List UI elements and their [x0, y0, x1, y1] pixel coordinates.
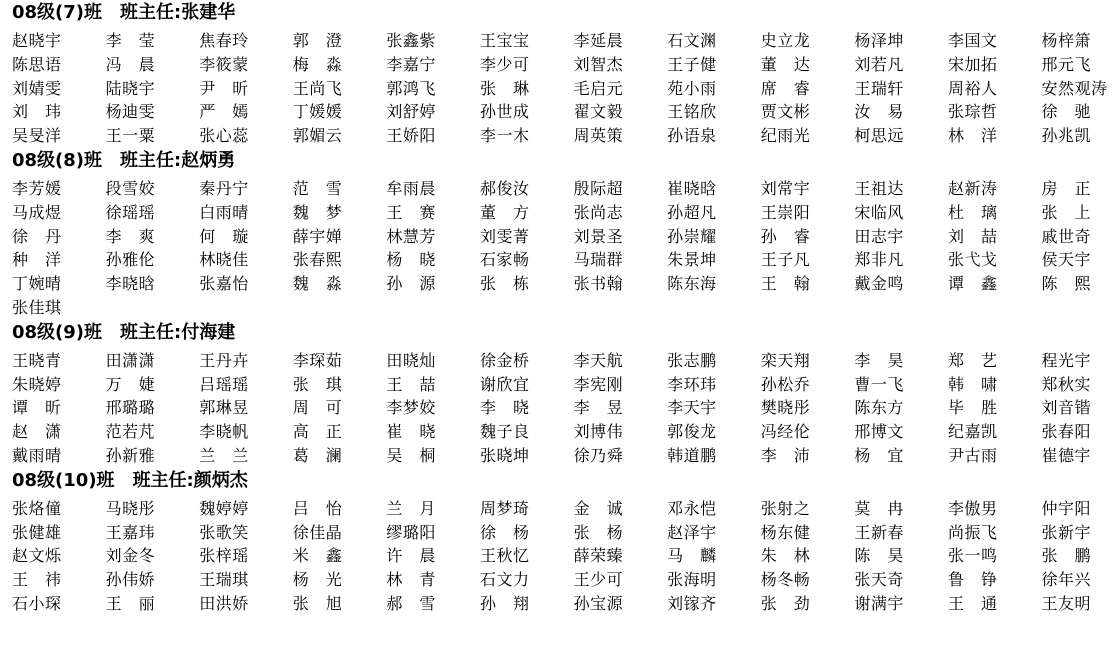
- student-name: 种 洋: [12, 250, 62, 270]
- student-roster: [0, 497, 1116, 616]
- student-name: 樊晓彤: [760, 398, 811, 418]
- student-name: 刘雯菁: [479, 226, 530, 246]
- student-name: 徐金桥: [479, 350, 530, 370]
- student-name: 殷际超: [573, 178, 624, 198]
- student-name: 张海明: [667, 570, 717, 590]
- student-name: 白雨晴: [199, 202, 249, 222]
- student-name: 栾天翔: [760, 350, 811, 370]
- student-name: 马 麟: [667, 546, 717, 566]
- student-name: 谭 鑫: [947, 274, 998, 294]
- student-name: 田志宇: [854, 226, 904, 246]
- student-name: 范若芃: [105, 422, 156, 442]
- student-name: 张新宇: [1041, 522, 1092, 542]
- student-name: 刘常宇: [760, 178, 811, 198]
- teacher-name: 张建华: [181, 2, 236, 23]
- student-name: 兰 兰: [199, 445, 249, 465]
- student-name: 刘婧雯: [12, 78, 62, 98]
- student-name: 朱 林: [760, 546, 811, 566]
- student-name: 丁媛媛: [292, 102, 343, 122]
- student-name: 李芳媛: [12, 178, 62, 198]
- student-name: 王 翰: [760, 274, 811, 294]
- student-name: 李国文: [947, 31, 998, 50]
- student-name: 邢元飞: [1041, 54, 1092, 74]
- student-name: 刘若凡: [854, 54, 904, 74]
- student-name: 吕瑶瑶: [199, 374, 249, 394]
- student-name: 万 婕: [105, 374, 156, 394]
- student-name: 朱景坤: [667, 250, 717, 270]
- student-name: 李 爽: [105, 226, 156, 246]
- student-name: 何 璇: [199, 226, 249, 246]
- student-name: 张尚志: [573, 202, 624, 222]
- student-name: 李 晓: [479, 398, 530, 418]
- student-name: 陈 昊: [854, 546, 904, 566]
- class-header: [0, 148, 1116, 174]
- student-name: 马晓彤: [105, 498, 156, 518]
- student-name: 杨迪雯: [105, 102, 156, 122]
- student-name: 李晓帆: [199, 422, 249, 442]
- student-name: 仲宇阳: [1041, 498, 1092, 518]
- student-name: 赵 潇: [12, 422, 62, 442]
- student-name: 李天宇: [667, 398, 717, 418]
- student-roster: [0, 349, 1116, 468]
- student-name: 金 诚: [573, 498, 624, 518]
- student-name: 李傲男: [947, 498, 998, 518]
- student-name: 孙宝源: [573, 593, 624, 613]
- student-name: 李 昱: [573, 398, 624, 418]
- student-name: 李 昊: [854, 350, 904, 370]
- student-name: 王尚飞: [292, 78, 343, 98]
- student-name: 李琛茹: [292, 350, 343, 370]
- student-name: 田潇潇: [105, 350, 156, 370]
- student-name: 王丹卉: [199, 350, 249, 370]
- teacher-name: 颜炳杰: [193, 469, 248, 491]
- student-name: 范 雪: [292, 178, 343, 198]
- student-name: 牟雨晨: [386, 178, 436, 198]
- student-name: 徐 驰: [1041, 102, 1092, 122]
- student-name: 王 祎: [12, 570, 62, 590]
- teacher-label: 班主任:: [120, 2, 182, 23]
- student-name: 高 正: [292, 422, 343, 442]
- student-name: 陈东方: [854, 398, 904, 418]
- student-name: 王友明: [1041, 593, 1092, 613]
- student-name: 王秋忆: [479, 546, 530, 566]
- student-roster: [0, 177, 1116, 320]
- student-name: 张春熙: [292, 250, 343, 270]
- student-name: 徐佳晶: [292, 522, 343, 542]
- student-name: 刘舒婷: [386, 102, 436, 122]
- student-name: 吴 桐: [386, 445, 436, 465]
- student-name: 席 睿: [760, 78, 811, 98]
- student-name: 葛 澜: [292, 445, 343, 465]
- student-name: 陆晓宇: [105, 78, 156, 98]
- student-name: 郭俊龙: [667, 422, 717, 442]
- student-name: 马瑞群: [573, 250, 624, 270]
- student-name: 周英策: [573, 126, 624, 146]
- student-name: 杜 璃: [947, 202, 998, 222]
- student-name: 邢博文: [854, 422, 904, 442]
- student-name: 张 旭: [292, 593, 343, 613]
- student-name: 孙兆凯: [1041, 126, 1092, 146]
- student-name: 缪璐阳: [386, 522, 436, 542]
- student-name: 张鑫紫: [386, 31, 436, 50]
- student-name: 张 杨: [573, 522, 624, 542]
- student-name: 杨 宜: [854, 445, 904, 465]
- class-name: 08级(7)班: [12, 2, 103, 23]
- student-name: 张天奇: [854, 570, 904, 590]
- class-header: [0, 0, 1116, 26]
- student-name: 鲁 铮: [947, 570, 998, 590]
- student-name: 田洪娇: [199, 593, 249, 613]
- student-name: 刘智杰: [573, 54, 624, 74]
- student-name: 郝 雪: [386, 593, 436, 613]
- student-name: 孙雅伦: [105, 250, 156, 270]
- class-name: 08级(9)班: [12, 321, 103, 343]
- student-name: 薛宇婵: [292, 226, 343, 246]
- student-name: 陈东海: [667, 274, 717, 294]
- student-name: 戴雨晴: [12, 445, 62, 465]
- student-name: 赵晓宇: [12, 31, 62, 50]
- student-name: 刘 玮: [12, 102, 62, 122]
- student-name: 林 青: [386, 570, 436, 590]
- student-name: 林晓佳: [199, 250, 249, 270]
- student-name: 王少可: [573, 570, 624, 590]
- teacher-label: 班主任:: [132, 469, 194, 491]
- student-name: 谢满宇: [854, 593, 904, 613]
- student-name: 林慧芳: [386, 226, 436, 246]
- student-name: 吴旻洋: [12, 126, 62, 146]
- student-name: 陈 熙: [1041, 274, 1092, 294]
- student-name: 张 琳: [479, 78, 530, 98]
- student-name: 孙松乔: [760, 374, 811, 394]
- student-name: 柯思远: [854, 126, 904, 146]
- student-name: 杨东健: [760, 522, 811, 542]
- student-name: 李 莹: [105, 31, 156, 50]
- class-block: [0, 320, 1116, 468]
- student-name: 李天航: [573, 350, 624, 370]
- student-name: 薛荣臻: [573, 546, 624, 566]
- student-name: 纪嘉凯: [947, 422, 998, 442]
- student-name: 宋加拓: [947, 54, 998, 74]
- student-name: 徐年兴: [1041, 570, 1092, 590]
- student-name: 王子凡: [760, 250, 811, 270]
- student-name: 崔 晓: [386, 422, 436, 442]
- student-name: 房 正: [1041, 178, 1092, 198]
- student-name: 李一木: [479, 126, 530, 146]
- student-name: 吕 怡: [292, 498, 343, 518]
- student-name: 石文渊: [667, 31, 717, 50]
- student-name: 马成煜: [12, 202, 62, 222]
- student-name: 孙伟娇: [105, 570, 156, 590]
- student-name: 李延晨: [573, 31, 624, 50]
- class-header: [0, 320, 1116, 346]
- student-name: 戴金鸣: [854, 274, 904, 294]
- student-name: 安然观涛: [1041, 78, 1108, 98]
- student-name: 张心蕊: [199, 126, 249, 146]
- student-name: 董 达: [760, 54, 811, 74]
- student-name: 张 上: [1041, 202, 1092, 222]
- student-name: 李筱蒙: [199, 54, 249, 74]
- student-roster: [0, 29, 1116, 148]
- student-name: 杨泽坤: [854, 31, 904, 50]
- student-name: 李嘉宁: [386, 54, 436, 74]
- student-name: 林 洋: [947, 126, 998, 146]
- student-name: 程光宇: [1041, 350, 1092, 370]
- class-block: [0, 148, 1116, 320]
- student-name: 秦丹宁: [199, 178, 249, 198]
- student-name: 王铭欣: [667, 102, 717, 122]
- student-name: 曹一飞: [854, 374, 904, 394]
- student-name: 郭琳昱: [199, 398, 249, 418]
- student-name: 刘博伟: [573, 422, 624, 442]
- student-name: 张梓瑶: [199, 546, 249, 566]
- teacher-label: 班主任:: [120, 149, 182, 171]
- student-name: 崔德宇: [1041, 445, 1092, 465]
- student-name: 李宪刚: [573, 374, 624, 394]
- student-name: 郑非凡: [854, 250, 904, 270]
- class-name: 08级(10)班: [12, 469, 115, 491]
- student-name: 朱晓婷: [12, 374, 62, 394]
- student-name: 魏 淼: [292, 274, 343, 294]
- student-name: 徐瑶瑶: [105, 202, 156, 222]
- student-name: 孙世成: [479, 102, 530, 122]
- student-name: 张 栋: [479, 274, 530, 294]
- student-name: 李梦姣: [386, 398, 436, 418]
- student-name: 张歌笑: [199, 522, 249, 542]
- student-name: 石小琛: [12, 593, 62, 613]
- student-name: 徐 丹: [12, 226, 62, 246]
- student-name: 张志鹏: [667, 350, 717, 370]
- student-name: 刘景圣: [573, 226, 624, 246]
- student-name: 孙 翔: [479, 593, 530, 613]
- student-name: 杨梓箫: [1041, 31, 1092, 50]
- student-name: 郑秋实: [1041, 374, 1092, 394]
- student-name: 段雪姣: [105, 178, 156, 198]
- student-name: 王嘉玮: [105, 522, 156, 542]
- student-name: 谭 昕: [12, 398, 62, 418]
- student-name: 石家畅: [479, 250, 530, 270]
- student-name: 张晓坤: [479, 445, 530, 465]
- student-name: 王晓青: [12, 350, 62, 370]
- student-name: 严 嫣: [199, 102, 249, 122]
- student-name: 汝 易: [854, 102, 904, 122]
- student-name: 王宝宝: [479, 31, 530, 50]
- student-name: 郭媚云: [292, 126, 343, 146]
- student-name: 焦春玲: [199, 31, 249, 50]
- student-name: 米 鑫: [292, 546, 343, 566]
- student-name: 孙崇耀: [667, 226, 717, 246]
- student-name: 李少可: [479, 54, 530, 74]
- student-name: 李 沛: [760, 445, 811, 465]
- student-name: 韩 啸: [947, 374, 998, 394]
- student-name: 丁婉晴: [12, 274, 62, 294]
- student-name: 李环玮: [667, 374, 717, 394]
- student-name: 魏婷婷: [199, 498, 249, 518]
- student-name: 王 丽: [105, 593, 156, 613]
- student-name: 侯天宇: [1041, 250, 1092, 270]
- student-name: 苑小雨: [667, 78, 717, 98]
- student-name: 张弋戈: [947, 250, 998, 270]
- student-name: 周裕人: [947, 78, 998, 98]
- student-name: 石文力: [479, 570, 530, 590]
- student-name: 王一粟: [105, 126, 156, 146]
- student-name: 纪雨光: [760, 126, 811, 146]
- class-block: [0, 0, 1116, 148]
- student-name: 刘音锴: [1041, 398, 1092, 418]
- student-name: 王祖达: [854, 178, 904, 198]
- student-name: 杨冬畅: [760, 570, 811, 590]
- student-name: 贾文彬: [760, 102, 811, 122]
- student-name: 邢璐璐: [105, 398, 156, 418]
- student-name: 邓永恺: [667, 498, 717, 518]
- student-name: 翟文毅: [573, 102, 624, 122]
- student-name: 刘镓齐: [667, 593, 717, 613]
- student-name: 孙 睿: [760, 226, 811, 246]
- student-name: 毛启元: [573, 78, 624, 98]
- student-name: 孙超凡: [667, 202, 717, 222]
- student-name: 李晓晗: [105, 274, 156, 294]
- student-name: 宋临风: [854, 202, 904, 222]
- student-name: 杨 光: [292, 570, 343, 590]
- student-name: 郝俊汝: [479, 178, 530, 198]
- student-name: 王娇阳: [386, 126, 436, 146]
- student-name: 郭鸿飞: [386, 78, 436, 98]
- student-name: 张 琪: [292, 374, 343, 394]
- student-name: 张 鹏: [1041, 546, 1092, 566]
- student-name: 冯经伦: [760, 422, 811, 442]
- student-name: 王瑞琪: [199, 570, 249, 590]
- student-name: 韩道鹏: [667, 445, 717, 465]
- teacher-label: 班主任:: [120, 321, 182, 343]
- student-name: 张琮哲: [947, 102, 998, 122]
- teacher-name: 赵炳勇: [181, 149, 236, 171]
- student-name: 兰 月: [386, 498, 436, 518]
- student-name: 张烙僮: [12, 498, 62, 518]
- student-name: 尹古雨: [947, 445, 998, 465]
- student-name: 张一鸣: [947, 546, 998, 566]
- student-name: 戚世奇: [1041, 226, 1092, 246]
- class-header: [0, 468, 1116, 494]
- student-name: 孙新雅: [105, 445, 156, 465]
- student-name: 董 方: [479, 202, 530, 222]
- student-name: 刘 喆: [947, 226, 998, 246]
- student-name: 赵泽宇: [667, 522, 717, 542]
- student-name: 尹 昕: [199, 78, 249, 98]
- student-name: 周 可: [292, 398, 343, 418]
- student-name: 郭 澄: [292, 31, 343, 50]
- student-name: 赵文烁: [12, 546, 62, 566]
- student-name: 王 赛: [386, 202, 436, 222]
- student-name: 王 喆: [386, 374, 436, 394]
- student-name: 尚振飞: [947, 522, 998, 542]
- student-name: 王新春: [854, 522, 904, 542]
- student-name: 张 劲: [760, 593, 811, 613]
- student-name: 莫 冉: [854, 498, 904, 518]
- student-name: 张嘉怡: [199, 274, 249, 294]
- student-name: 田晓灿: [386, 350, 436, 370]
- student-name: 毕 胜: [947, 398, 998, 418]
- student-name: 杨 晓: [386, 250, 436, 270]
- student-name: 魏 梦: [292, 202, 343, 222]
- student-name: 王崇阳: [760, 202, 811, 222]
- student-name: 魏子良: [479, 422, 530, 442]
- student-name: 张佳琪: [12, 297, 62, 317]
- student-name: 张书翰: [573, 274, 624, 294]
- student-name: 徐 杨: [479, 522, 530, 542]
- student-name: 王 通: [947, 593, 998, 613]
- class-name: 08级(8)班: [12, 149, 103, 171]
- student-name: 谢欣宜: [479, 374, 530, 394]
- student-name: 许 晨: [386, 546, 436, 566]
- student-name: 张健雄: [12, 522, 62, 542]
- student-name: 郑 艺: [947, 350, 998, 370]
- student-name: 冯 晨: [105, 54, 156, 74]
- student-name: 孙语泉: [667, 126, 717, 146]
- student-name: 陈思语: [12, 54, 62, 74]
- student-name: 刘金冬: [105, 546, 156, 566]
- student-name: 张射之: [760, 498, 811, 518]
- student-name: 王瑞轩: [854, 78, 904, 98]
- student-name: 崔晓晗: [667, 178, 717, 198]
- student-name: 周梦琦: [479, 498, 530, 518]
- student-name: 王子健: [667, 54, 717, 74]
- class-block: [0, 468, 1116, 616]
- student-name: 孙 源: [386, 274, 436, 294]
- student-name: 赵新涛: [947, 178, 998, 198]
- student-name: 史立龙: [760, 31, 811, 50]
- student-name: 徐乃舜: [573, 445, 624, 465]
- student-name: 张春阳: [1041, 422, 1092, 442]
- teacher-name: 付海建: [181, 321, 236, 343]
- student-name: 梅 淼: [292, 54, 343, 74]
